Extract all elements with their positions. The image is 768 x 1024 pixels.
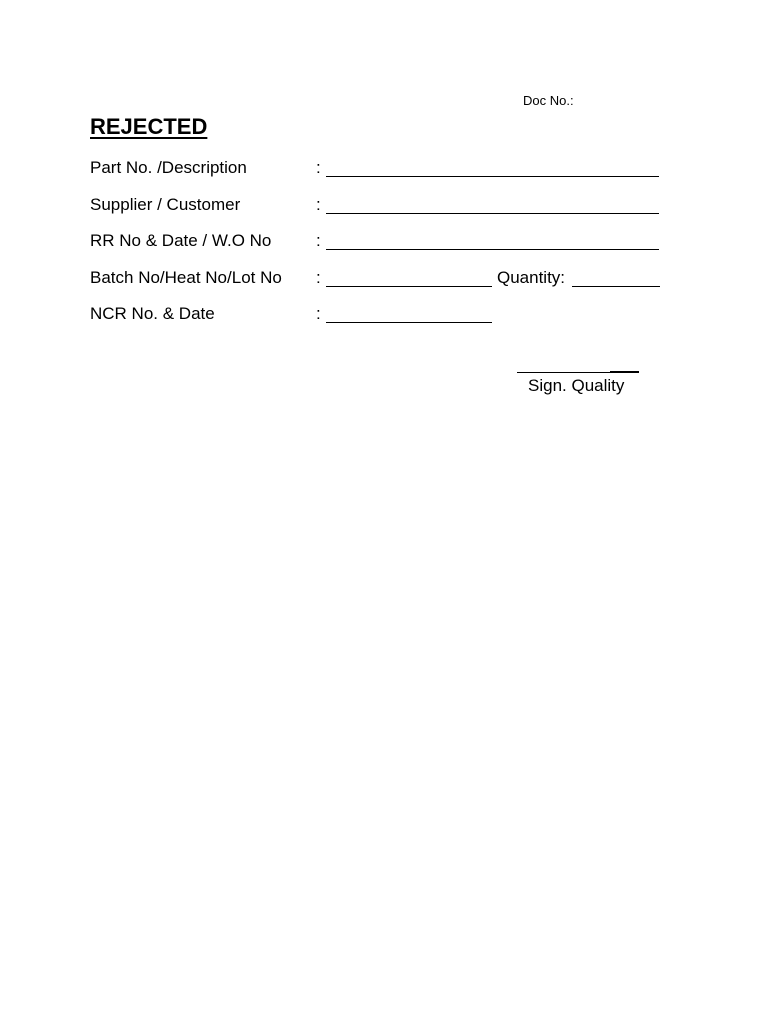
- blank-line: [326, 322, 492, 323]
- field-label: Supplier / Customer: [90, 195, 241, 214]
- signature-line: [517, 372, 613, 373]
- page-title: REJECTED: [90, 114, 208, 139]
- signature-label: Sign. Quality: [528, 376, 625, 395]
- field-separator: :: [316, 231, 321, 250]
- field-separator: :: [316, 304, 321, 323]
- field-separator: :: [316, 268, 321, 287]
- blank-line: [326, 213, 659, 214]
- field-label: Batch No/Heat No/Lot No: [90, 268, 282, 287]
- field-label: NCR No. & Date: [90, 304, 215, 323]
- blank-line: [326, 176, 659, 177]
- quantity-blank-line: [572, 286, 660, 287]
- field-label: RR No & Date / W.O No: [90, 231, 272, 250]
- signature-line-end: [610, 371, 639, 373]
- blank-line: [326, 249, 659, 250]
- field-separator: :: [316, 158, 321, 177]
- field-label: Part No. /Description: [90, 158, 247, 177]
- quantity-label: Quantity:: [497, 268, 566, 287]
- doc-no-label: Doc No.:: [523, 93, 574, 108]
- blank-line: [326, 286, 492, 287]
- field-separator: :: [316, 195, 321, 214]
